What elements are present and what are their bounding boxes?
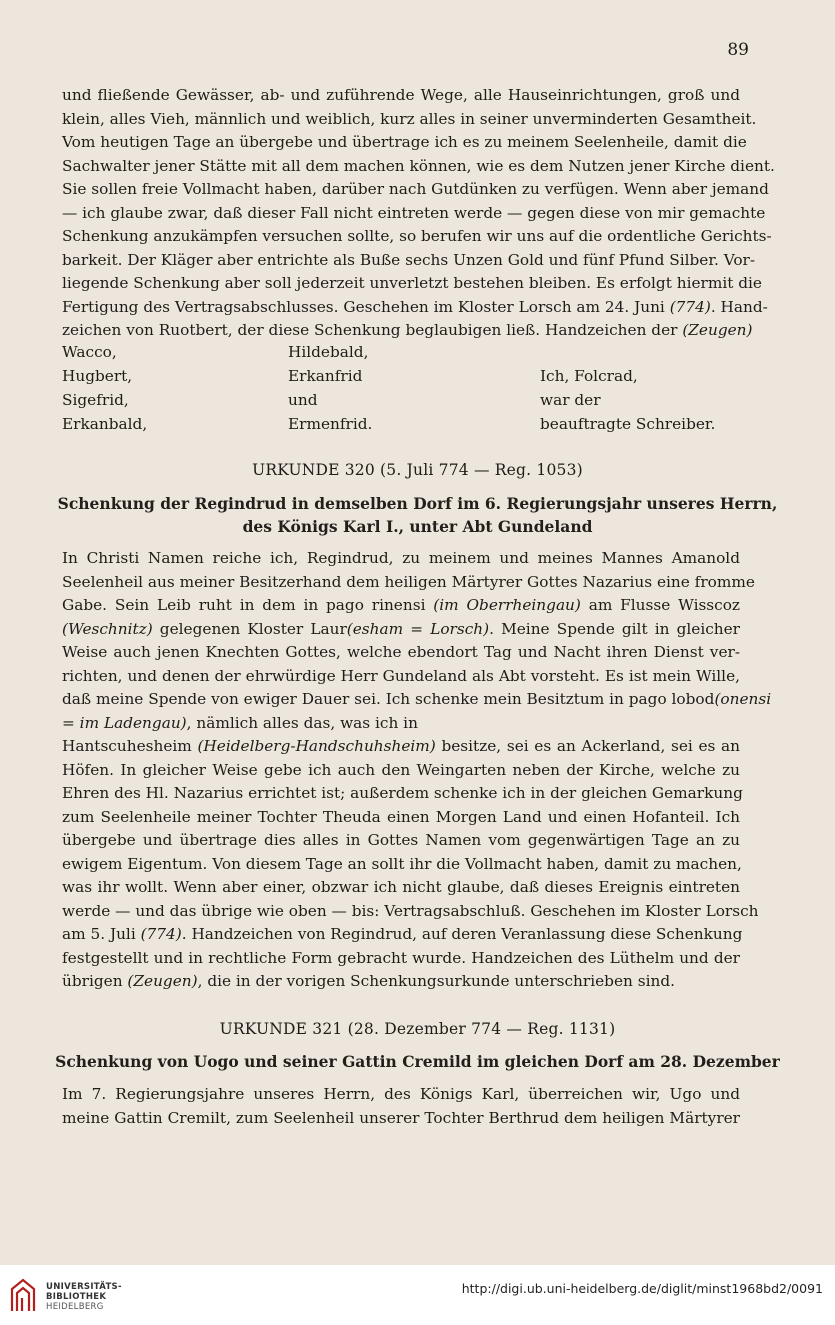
witness-name: Wacco, (62, 343, 117, 361)
text-line: Im 7. Regierungsjahre unseres Herrn, des Königs Karl, überreichen wir, Ugo und (62, 1085, 740, 1103)
text-line: meine Gattin Cremilt, zum Seelenheil unserer Tochter Berthrud dem heiligen Märtyrer (62, 1108, 740, 1127)
text-line: liegende Schenkung aber soll jederzeit unverletzt bestehen bleiben. Es erfolgt hiermit die (62, 274, 762, 292)
text-line: Hantscuhesheim (Heidelberg-Handschuhsheim) besitze, sei es an Ackerland, sei es an (62, 737, 740, 755)
witness-name: Hugbert, (62, 367, 133, 385)
witness-row (62, 364, 752, 388)
scribe-note: war der (540, 391, 601, 409)
text-line: Gabe. Sein Leib ruht in dem in pago rinensi (im Oberrheingau) am Flusse Wisscoz (62, 596, 740, 614)
text-line: Sachwalter jener Stätte mit all dem machen können, wie es dem Nutzen jener Kirche dient. (62, 156, 775, 175)
text-line: ewigem Eigentum. Von diesem Tage an sollt ihr die Vollmacht haben, damit zu machen, (62, 854, 742, 873)
text-line: übrigen (Zeugen), die in der vorigen Schenkungsurkunde unterschrieben sind. (62, 972, 675, 990)
text-line: übergebe und übertrage dies alles in Gottes Namen vom gegenwärtigen Tage an zu (62, 831, 740, 849)
text-line: (Weschnitz) gelegenen Kloster Laur(esham = Lorsch). Meine Spende gilt in gleicher (62, 619, 740, 638)
urkunde-320-text (62, 547, 772, 994)
text-line: — ich glaube zwar, daß dieser Fall nicht eintreten werde — gegen diese von mir gemachte (62, 203, 766, 222)
text-line: = im Ladengau), nämlich alles das, was ich in (62, 713, 418, 732)
text-line: Fertigung des Vertragsabschlusses. Geschehen im Kloster Lorsch am 24. Juni (774). Hand- (62, 297, 768, 316)
witness-name: Ermenfrid. (288, 415, 373, 433)
source-url-link[interactable]: http://digi.ub.uni-heidelberg.de/diglit/minst1968bd2/0091 (461, 1281, 823, 1296)
scribe-note: beauftragte Schreiber. (540, 415, 716, 433)
text-line: klein, alles Vieh, männlich und weiblich, kurz alles in seiner unverminderten Gesamtheit. (62, 109, 757, 128)
text-line: zum Seelenheile meiner Tochter Theuda einen Morgen Land und einen Hofanteil. Ich (62, 807, 740, 826)
urkunde-320-heading: URKUNDE 320 (5. Juli 774 — Reg. 1053) (252, 461, 583, 479)
text-line: werde — und das übrige wie oben — bis: Vertragsabschluß. Geschehen im Kloster Lorsch (62, 901, 759, 920)
text-line: richten, und denen der ehrwürdige Herr Gundeland als Abt vorsteht. Es ist mein Wille, (62, 666, 740, 685)
witness-name: Sigefrid, (62, 391, 129, 409)
urkunde-320-subtitle: Schenkung der Regindrud in demselben Dorf im 6. Regierungsjahr unseres Herrn, des Königs Karl I., unter Abt Gundeland (57, 494, 778, 536)
text-line: festgestellt und in rechtliche Form gebracht wurde. Handzeichen des Lüthelm und der (62, 948, 740, 967)
witness-name: und (288, 391, 318, 409)
text-line: Ehren des Hl. Nazarius errichtet ist; außerdem schenke ich in der gleichen Gemarkung (62, 784, 743, 802)
witness-row (62, 340, 752, 364)
library-logo-text: UNIVERSITÄTS- BIBLIOTHEK HEIDELBERG (46, 1282, 122, 1312)
witness-row (62, 388, 752, 412)
urkunde-321-heading: URKUNDE 321 (28. Dezember 774 — Reg. 1131) (219, 1020, 616, 1038)
footer-bar (0, 1265, 835, 1325)
witness-name: Erkanbald, (62, 415, 148, 433)
text-line: und fließende Gewässer, ab- und zuführende Wege, alle Hauseinrichtungen, groß und (62, 86, 740, 104)
witness-list (62, 340, 752, 436)
text-line: barkeit. Der Kläger aber entrichte als Buße sechs Unzen Gold und fünf Pfund Silber. Vor- (62, 250, 756, 269)
text-line: zeichen von Ruotbert, der diese Schenkung beglaubigen ließ. Handzeichen der (Zeugen) (62, 321, 753, 339)
text-line: Höfen. In gleicher Weise gebe ich auch den Weingarten neben der Kirche, welche zu (62, 760, 740, 779)
text-line: Sie sollen freie Vollmacht haben, darüber nach Gutdünken zu verfügen. Wenn aber jemand (62, 180, 769, 198)
text-line: Schenkung anzukämpfen versuchen sollte, so berufen wir uns auf die ordentliche Gerichts- (62, 227, 772, 245)
urkunde-321-subtitle: Schenkung von Uogo und seiner Gattin Cremild im gleichen Dorf am 28. Dezember (55, 1052, 780, 1071)
text-line: Vom heutigen Tage an übergebe und übertrage ich es zu meinem Seelenheile, damit die (62, 133, 747, 151)
text-line: was ihr wollt. Wenn aber einer, obzwar ich nicht glaube, daß dieses Ereignis eintreten (62, 878, 740, 896)
witness-row (62, 412, 752, 436)
witness-name: Hildebald, (288, 343, 369, 361)
urkunde-321-text (62, 1083, 740, 1130)
scribe-note: Ich, Folcrad, (540, 367, 638, 385)
text-line: In Christi Namen reiche ich, Regindrud, zu meinem und meines Mannes Amanold (62, 549, 740, 567)
witness-name: Erkanfrid (288, 367, 363, 385)
text-block-continuation (62, 84, 775, 343)
text-line: am 5. Juli (774). Handzeichen von Regindrud, auf deren Veranlassung diese Schenkung (62, 925, 743, 943)
page-number: 89 (727, 40, 749, 60)
text-line: Weise auch jenen Knechten Gottes, welche ebendort Tag und Nacht ihren Dienst ver- (62, 643, 740, 661)
text-line: daß meine Spende von ewiger Dauer sei. Ich schenke mein Besitztum in pago lobod(onensi (62, 690, 772, 708)
library-logo-icon (8, 1277, 38, 1313)
text-line: Seelenheil aus meiner Besitzerhand dem heiligen Märtyrer Gottes Nazarius eine fromme (62, 572, 755, 591)
